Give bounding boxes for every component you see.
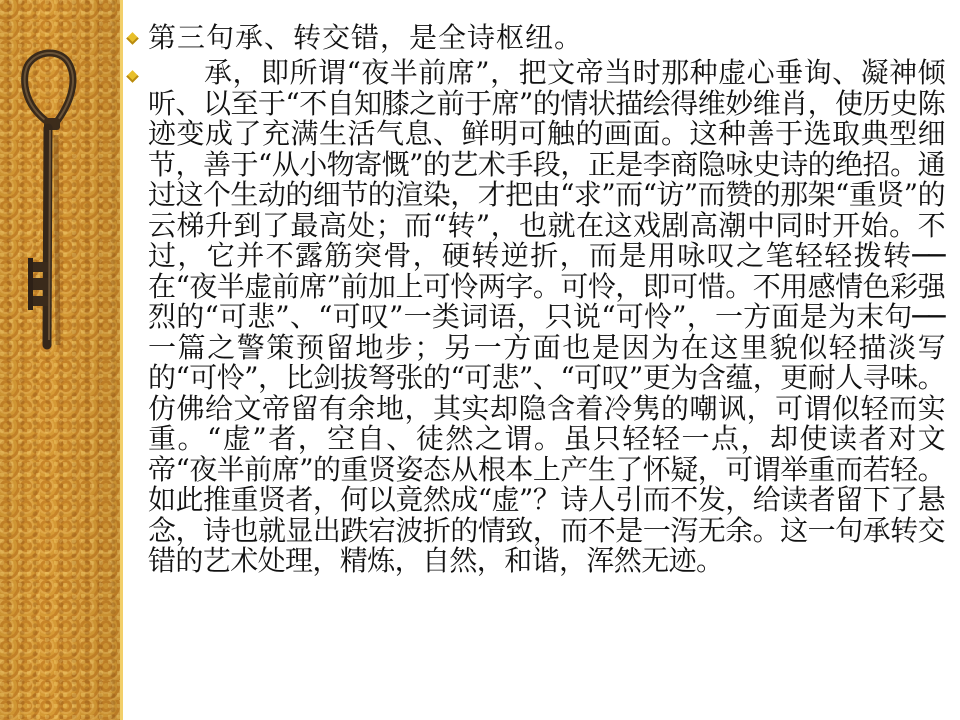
bullet-text-2: 承，即所谓“夜半前席”，把文帝当时那种虚心垂询、凝神倾听、以至于“不自知膝之前于席”的情状描绘得维妙维肖，使历史陈迹变成了充满生活气息、鲜明可触的画面。这种善于选取典型细节，善于“从小物寄慨”的艺术手段，正是李商隐咏史诗的绝招。通过这个生动的细节的渲染，才把由“求”而“访”而赞的那架“重贤”的云梯升到了最高处；而“转”，也就在这戏剧高潮中同时开始。不过，它并不露筋突骨，硬转逆折，而是用咏叹之笔轻轻拨转──在“夜半虚前席”前加上可怜两字。可怜，即可惜。不用感情色彩强烈的“可悲”、“可叹”一类词语，只说“可怜”，一方面是为末句──一篇之警策预留地步；另一方面也是因为在这里貌似轻描淡写的“可怜”，比剑拔弩张的“可悲”、“可叹”更为含蕴，更耐人寻味。仿佛给文帝留有余地，其实却隐含着冷隽的嘲讽，可谓似轻而实重。“虚”者，空自、徒然之谓。虽只轻轻一点，却使读者对文帝“夜半前席”的重贤姿态从根本上产生了怀疑，可谓举重而若轻。如此推重贤者，何以竟然成“虚”？诗人引而不发，给读者留下了悬念，诗也就显出跌宕波折的情致，而不是一泻无余。这一句承转交错的艺术处理，精炼，自然，和谐，浑然无迹。 — [148, 56, 945, 577]
diamond-bullet-icon — [126, 32, 139, 45]
diamond-bullet-icon — [126, 70, 139, 83]
decorative-sand-panel — [0, 0, 120, 720]
old-key-image — [0, 0, 120, 380]
slide-content — [123, 0, 960, 720]
bullet-text-1: 第三句承、转交错，是全诗枢纽。 — [148, 21, 584, 54]
